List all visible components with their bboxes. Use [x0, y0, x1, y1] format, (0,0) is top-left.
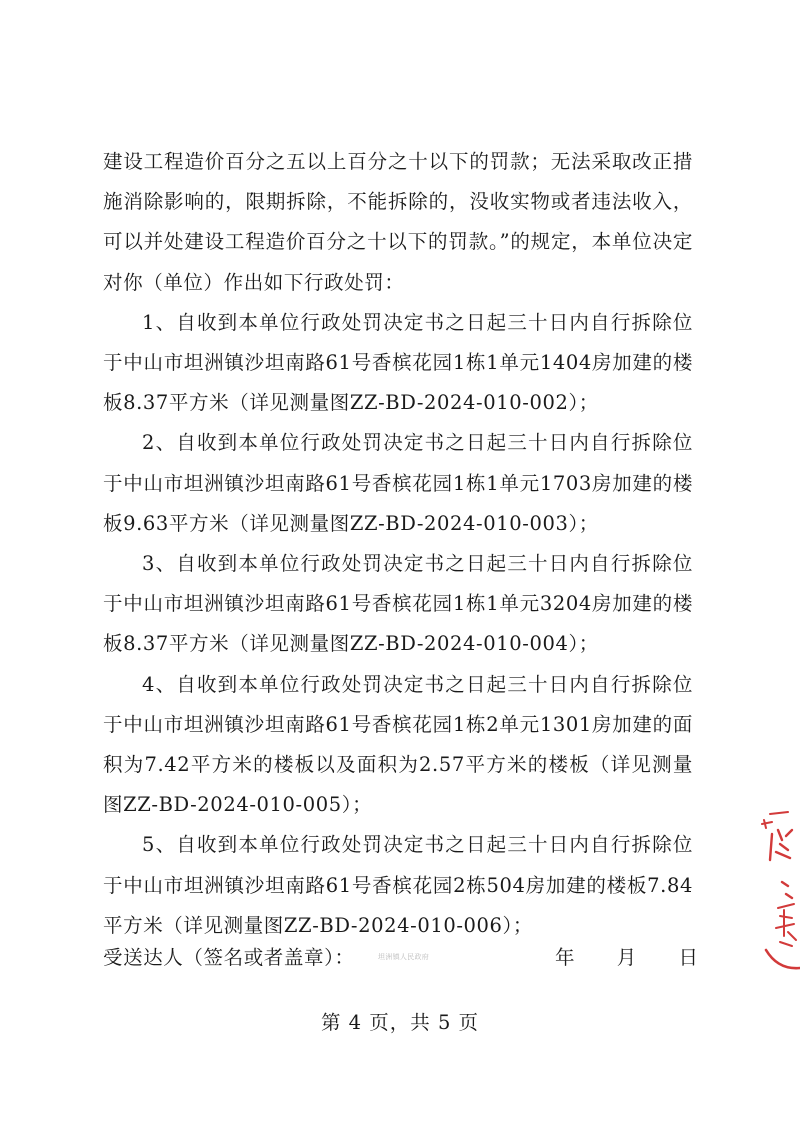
signature-date: [519, 938, 698, 978]
official-seal-edge: [758, 800, 800, 980]
penalty-item-4: 4、自收到本单位行政处罚决定书之日起三十日内自行拆除位于中山市坦洲镇沙坦南路61号香槟花园1栋2单元1301房加建的面积为7.42平方米的楼板以及面积为2.57平方米的楼板（详见测量图ZZ-BD-2024-010-005）；: [103, 672, 693, 817]
day-label: 日: [678, 946, 698, 969]
month-label: 月: [616, 946, 637, 969]
penalty-item-2: 2、自收到本单位行政处罚决定书之日起三十日内自行拆除位于中山市坦洲镇沙坦南路61号香槟花园1栋1单元1703房加建的楼板9.63平方米（详见测量图ZZ-BD-2024-010-003）；: [103, 431, 693, 535]
page-number: 第 4 页，共 5 页: [320, 1011, 480, 1034]
faint-stamp-text: 坦洲镇人民政府: [378, 953, 430, 961]
signature-row: [103, 938, 698, 978]
penalty-item-3: 3、自收到本单位行政处罚决定书之日起三十日内自行拆除位于中山市坦洲镇沙坦南路61号香槟花园1栋1单元3204房加建的楼板8.37平方米（详见测量图ZZ-BD-2024-010-004）；: [103, 552, 693, 656]
recipient-signature-label: 受送达人（签名或者盖章）：: [103, 946, 355, 969]
penalty-item-1: 1、自收到本单位行政处罚决定书之日起三十日内自行拆除位于中山市坦洲镇沙坦南路61号香槟花园1栋1单元1404房加建的楼板8.37平方米（详见测量图ZZ-BD-2024-010-002）；: [103, 310, 693, 415]
penalty-item-5: 5、自收到本单位行政处罚决定书之日起三十日内自行拆除位于中山市坦洲镇沙坦南路61号香槟花园2栋504房加建的楼板7.84平方米（详见测量图ZZ-BD-2024-010-006）；: [103, 833, 693, 937]
year-label: 年: [555, 946, 575, 969]
seal-graphic: [758, 800, 800, 980]
intro-paragraph: 建设工程造价百分之五以上百分之十以下的罚款；无法采取改正措施消除影响的，限期拆除，不能拆除的，没收实物或者违法收入，可以并处建设工程造价百分之十以下的罚款。”的规定，本单位决定对你（单位）作出如下行政处罚：: [103, 150, 693, 294]
document-body: [103, 142, 693, 946]
